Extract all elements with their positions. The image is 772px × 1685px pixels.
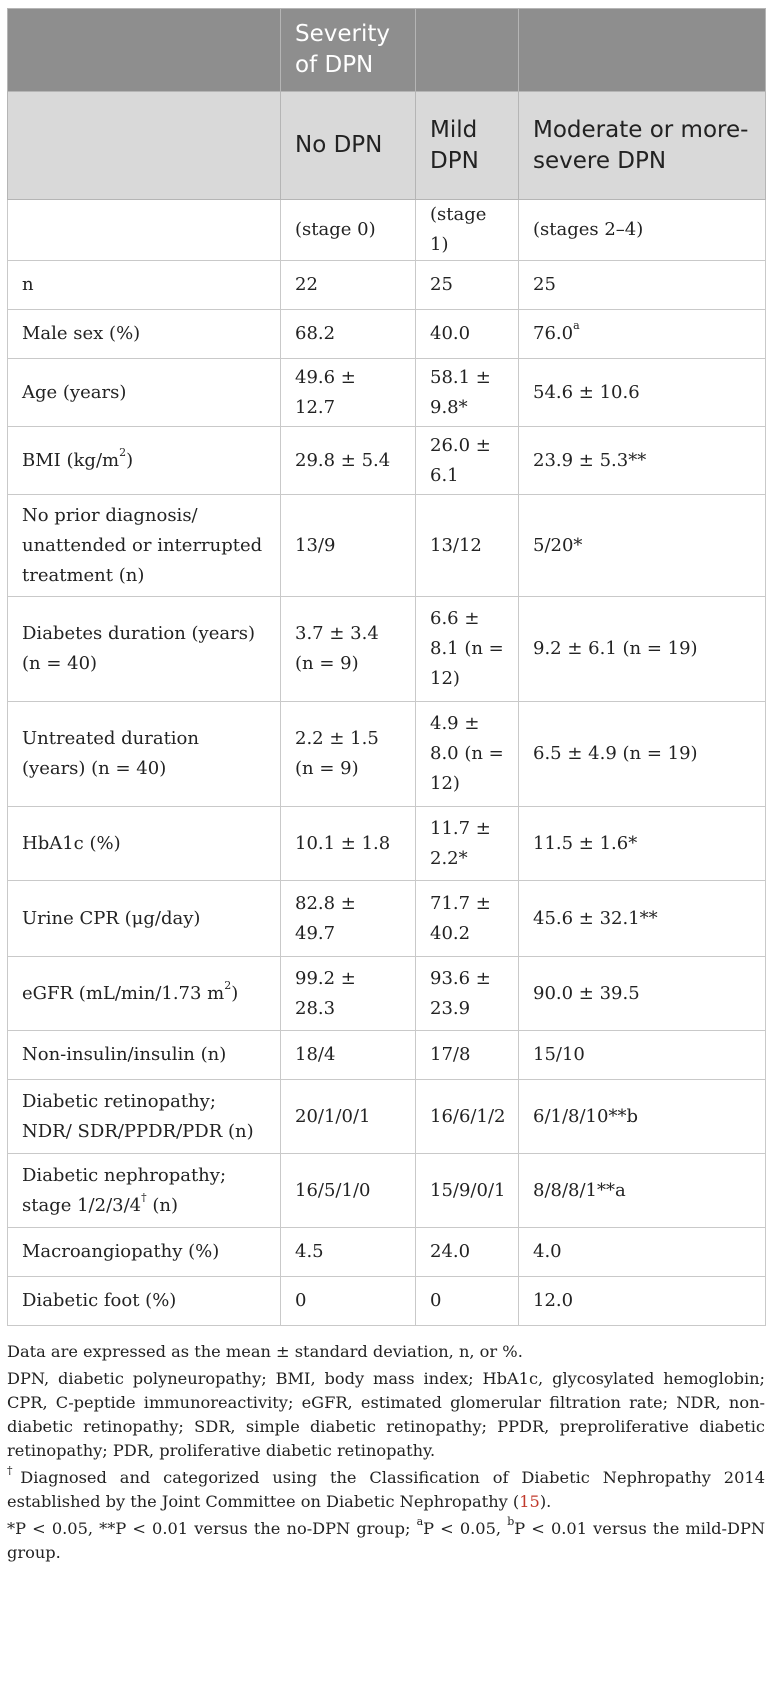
row-label bbox=[8, 1154, 281, 1228]
footnote-text: P < 0.01 versus the mild-DPN group. bbox=[7, 1519, 765, 1562]
value-text: 76.0 bbox=[533, 323, 574, 344]
row-label: Untreated duration (years) (n = 40) bbox=[8, 702, 281, 807]
footnote-dagger bbox=[7, 1463, 766, 1514]
value-no-dpn: 10.1 ± 1.8 bbox=[281, 807, 416, 881]
row-label: Diabetic foot (%) bbox=[8, 1277, 281, 1326]
row-label: HbA1c (%) bbox=[8, 807, 281, 881]
value-mild-dpn: 0 bbox=[416, 1277, 519, 1326]
header-blank-cell bbox=[416, 9, 519, 92]
superscript-mark: 2 bbox=[119, 445, 127, 459]
value-mild-dpn: 71.7 ± 40.2 bbox=[416, 881, 519, 957]
value-mild-dpn: 15/9/0/1 bbox=[416, 1154, 519, 1228]
value-no-dpn: 22 bbox=[281, 261, 416, 310]
table-row bbox=[8, 1031, 766, 1080]
value-no-dpn: 16/5/1/0 bbox=[281, 1154, 416, 1228]
value-mild-dpn: 26.0 ± 6.1 bbox=[416, 427, 519, 495]
value-moderate-dpn: 8/8/8/1**a bbox=[519, 1154, 766, 1228]
footnote-text: Diagnosed and categorized using the Classification of Diabetic Nephropathy 2014 established by the Joint Committee on Diabetic Nephropathy ( bbox=[7, 1468, 766, 1511]
table-row bbox=[8, 957, 766, 1031]
table-row bbox=[8, 1228, 766, 1277]
label-text: (n) bbox=[146, 1194, 178, 1216]
value-moderate-dpn: 12.0 bbox=[519, 1277, 766, 1326]
value-mild-dpn: 17/8 bbox=[416, 1031, 519, 1080]
table-row bbox=[8, 359, 766, 427]
value-moderate-dpn: 6/1/8/10**b bbox=[519, 1080, 766, 1154]
header-blank-cell bbox=[519, 9, 766, 92]
value-no-dpn: 82.8 ± 49.7 bbox=[281, 881, 416, 957]
label-text: BMI (kg/m bbox=[22, 449, 120, 471]
row-label: Diabetes duration (years) (n = 40) bbox=[8, 597, 281, 702]
value-moderate-dpn: 23.9 ± 5.3** bbox=[519, 427, 766, 495]
header-blank-cell bbox=[8, 9, 281, 92]
value-moderate-dpn: 11.5 ± 1.6* bbox=[519, 807, 766, 881]
value-moderate-dpn: 4.0 bbox=[519, 1228, 766, 1277]
superscript-mark: a bbox=[416, 1514, 424, 1528]
table-row bbox=[8, 495, 766, 597]
value-no-dpn: 4.5 bbox=[281, 1228, 416, 1277]
table-row bbox=[8, 310, 766, 359]
group-no-dpn: No DPN bbox=[281, 92, 416, 200]
reference-link[interactable]: 15 bbox=[519, 1492, 540, 1511]
table-row bbox=[8, 427, 766, 495]
value-moderate-dpn: 45.6 ± 32.1** bbox=[519, 881, 766, 957]
table-footnotes bbox=[7, 1340, 765, 1565]
document-page bbox=[7, 8, 765, 1568]
value-moderate-dpn: 5/20* bbox=[519, 495, 766, 597]
stage-2-4: (stages 2–4) bbox=[519, 200, 766, 261]
stage-blank-cell bbox=[8, 200, 281, 261]
stage-row bbox=[8, 200, 766, 261]
value-moderate-dpn: 90.0 ± 39.5 bbox=[519, 957, 766, 1031]
footnote-data-format: Data are expressed as the mean ± standard deviation, n, or %. bbox=[7, 1342, 523, 1361]
footnote-text: P < 0.05, bbox=[423, 1519, 508, 1538]
value-mild-dpn: 24.0 bbox=[416, 1228, 519, 1277]
group-moderate-dpn: Moderate or more-severe DPN bbox=[519, 92, 766, 200]
value-no-dpn: 99.2 ± 28.3 bbox=[281, 957, 416, 1031]
value-mild-dpn: 25 bbox=[416, 261, 519, 310]
dagger-mark: † bbox=[7, 1463, 21, 1477]
value-mild-dpn: 6.6 ± 8.1 (n = 12) bbox=[416, 597, 519, 702]
value-no-dpn: 29.8 ± 5.4 bbox=[281, 427, 416, 495]
value-no-dpn: 0 bbox=[281, 1277, 416, 1326]
row-label: No prior diagnosis/ unattended or interrupted treatment (n) bbox=[8, 495, 281, 597]
group-mild-dpn: Mild DPN bbox=[416, 92, 519, 200]
value-no-dpn: 3.7 ± 3.4 (n = 9) bbox=[281, 597, 416, 702]
label-text: ) bbox=[231, 982, 239, 1004]
table-row bbox=[8, 881, 766, 957]
footnote-text: *P < 0.05, **P < 0.01 versus the no-DPN group; bbox=[7, 1519, 417, 1538]
superscript-mark: a bbox=[573, 319, 580, 332]
superscript-mark: 2 bbox=[224, 978, 232, 992]
value-no-dpn: 49.6 ± 12.7 bbox=[281, 359, 416, 427]
superscript-mark: b bbox=[507, 1514, 515, 1528]
stage-1: (stage 1) bbox=[416, 200, 519, 261]
row-label: Urine CPR (μg/day) bbox=[8, 881, 281, 957]
label-text: Diabetic nephropathy; stage 1/2/3/4 bbox=[22, 1164, 227, 1216]
table-row bbox=[8, 1154, 766, 1228]
footnote-abbreviations: DPN, diabetic polyneuropathy; BMI, body mass index; HbA1c, glycosylated hemoglobin; CPR, C-peptide immunoreactivity; eGFR, estimated glomerular filtration rate; NDR, non-diabetic retinopathy; SDR, simple diabetic retinopathy; PPDR, preproliferative diabetic retinopathy; PDR, proliferative diabetic retinopathy. bbox=[7, 1369, 765, 1460]
row-label: Age (years) bbox=[8, 359, 281, 427]
value-no-dpn: 18/4 bbox=[281, 1031, 416, 1080]
severity-header: Severity of DPN bbox=[281, 9, 416, 92]
value-moderate-dpn: 15/10 bbox=[519, 1031, 766, 1080]
row-label: Male sex (%) bbox=[8, 310, 281, 359]
value-moderate-dpn: 9.2 ± 6.1 (n = 19) bbox=[519, 597, 766, 702]
value-mild-dpn: 11.7 ± 2.2* bbox=[416, 807, 519, 881]
row-label bbox=[8, 957, 281, 1031]
value-mild-dpn: 16/6/1/2 bbox=[416, 1080, 519, 1154]
row-label: Diabetic retinopathy; NDR/ SDR/PPDR/PDR (n) bbox=[8, 1080, 281, 1154]
table-row bbox=[8, 597, 766, 702]
row-label: n bbox=[8, 261, 281, 310]
value-no-dpn: 13/9 bbox=[281, 495, 416, 597]
row-label: Macroangiopathy (%) bbox=[8, 1228, 281, 1277]
row-label: Non-insulin/insulin (n) bbox=[8, 1031, 281, 1080]
value-no-dpn: 2.2 ± 1.5 (n = 9) bbox=[281, 702, 416, 807]
table-row bbox=[8, 807, 766, 881]
value-mild-dpn: 93.6 ± 23.9 bbox=[416, 957, 519, 1031]
table-row bbox=[8, 1080, 766, 1154]
footnote-text: ). bbox=[539, 1492, 552, 1511]
value-moderate-dpn: 6.5 ± 4.9 (n = 19) bbox=[519, 702, 766, 807]
value-mild-dpn: 4.9 ± 8.0 (n = 12) bbox=[416, 702, 519, 807]
stage-0: (stage 0) bbox=[281, 200, 416, 261]
table-row bbox=[8, 1277, 766, 1326]
value-no-dpn: 68.2 bbox=[281, 310, 416, 359]
value-mild-dpn: 58.1 ± 9.8* bbox=[416, 359, 519, 427]
value-moderate-dpn: 25 bbox=[519, 261, 766, 310]
header-blank-cell bbox=[8, 92, 281, 200]
label-text: ) bbox=[126, 449, 134, 471]
table-row bbox=[8, 261, 766, 310]
header-row-severity bbox=[8, 9, 766, 92]
value-mild-dpn: 13/12 bbox=[416, 495, 519, 597]
footnote-significance bbox=[7, 1514, 765, 1565]
value-moderate-dpn bbox=[519, 310, 766, 359]
value-moderate-dpn: 54.6 ± 10.6 bbox=[519, 359, 766, 427]
header-row-groups bbox=[8, 92, 766, 200]
row-label bbox=[8, 427, 281, 495]
table-row bbox=[8, 702, 766, 807]
label-text: eGFR (mL/min/1.73 m bbox=[22, 982, 225, 1004]
dpn-characteristics-table bbox=[7, 8, 766, 1326]
value-mild-dpn: 40.0 bbox=[416, 310, 519, 359]
value-no-dpn: 20/1/0/1 bbox=[281, 1080, 416, 1154]
superscript-mark: † bbox=[141, 1190, 147, 1204]
